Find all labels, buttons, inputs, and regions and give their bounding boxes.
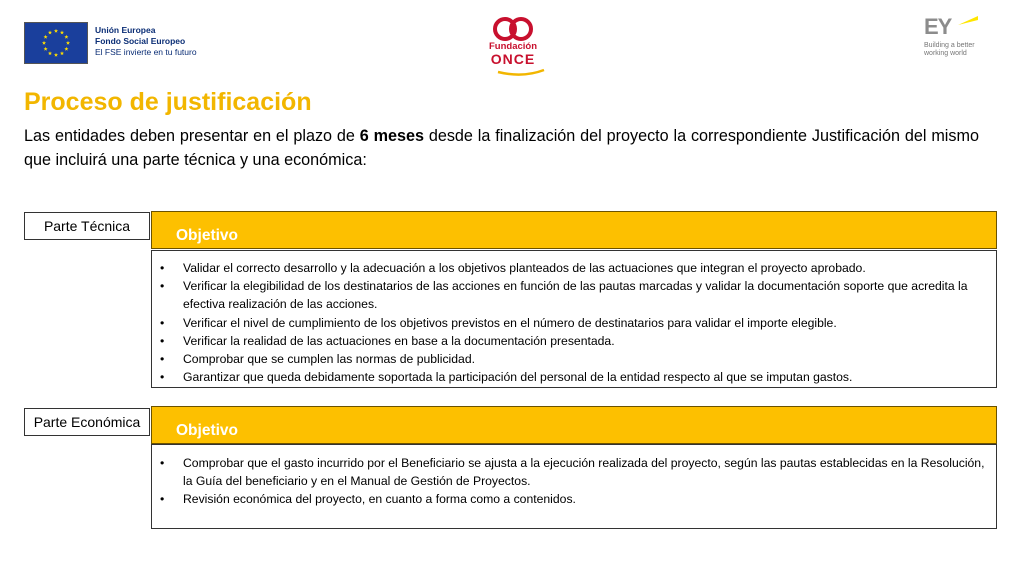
parte-tecnica-objectives-list	[152, 251, 996, 386]
eu-star-icon	[42, 41, 46, 45]
eu-star-icon	[44, 35, 48, 39]
eu-star-icon	[60, 51, 64, 55]
eu-star-icon	[60, 30, 64, 34]
ey-tagline-line1: Building a better	[924, 42, 975, 49]
eu-star-icon	[48, 51, 52, 55]
once-logo-line2: ONCE	[490, 51, 536, 67]
list-item	[152, 490, 996, 508]
list-item-text: Revisión económica del proyecto, en cuanto a forma como a contenidos.	[183, 492, 576, 507]
once-logo-line1: Fundación	[488, 41, 538, 52]
ey-logo	[924, 16, 986, 60]
eu-star-icon	[64, 47, 68, 51]
list-item-text: Comprobar que el gasto incurrido por el Beneficiario se ajusta a la ejecución realizada del proyecto, según las pautas establecidas en la Resolución, la Guía del beneficiario y en el Manual de Gestión de Proyectos.	[183, 456, 985, 489]
fundacion-once-logo	[478, 16, 548, 68]
eu-star-icon	[54, 29, 58, 33]
list-item-text: Verificar la elegibilidad de los destinatarios de las acciones en función de las pautas marcadas y validar la documentación soporte que acredita la efectiva realización de las acciones.	[183, 279, 968, 312]
once-swoosh-icon	[478, 68, 548, 78]
bullet-icon: •	[160, 492, 165, 507]
list-item-text: Garantizar que queda debidamente soportada la participación del personal de la entidad respecto al que se imputan gastos.	[183, 370, 853, 385]
list-item	[152, 259, 996, 277]
eu-star-icon	[48, 30, 52, 34]
list-item-text: Verificar el nivel de cumplimiento de los objetivos previstos en el número de destinatarios para validar el importe elegible.	[183, 315, 837, 330]
ey-tagline-line2: working world	[924, 50, 967, 57]
list-item	[152, 314, 996, 332]
parte-economica-list-box	[151, 444, 997, 529]
bullet-icon: •	[160, 456, 165, 470]
bullet-icon: •	[160, 333, 165, 348]
parte-tecnica-objective-label: Objetivo	[176, 227, 239, 244]
eu-flag-icon	[24, 22, 88, 64]
list-item	[152, 454, 996, 490]
list-item	[152, 277, 996, 313]
page-title: Proceso de justificación	[24, 88, 312, 116]
list-item	[152, 332, 996, 350]
eu-logo-line1: Unión Europea	[95, 25, 156, 35]
eu-logo-line3: El FSE invierte en tu futuro	[95, 47, 197, 57]
eu-star-icon	[64, 35, 68, 39]
eu-logo-text	[95, 25, 197, 58]
intro-paragraph	[24, 124, 979, 172]
bullet-icon: •	[160, 315, 165, 330]
parte-economica-objective-label: Objetivo	[176, 422, 239, 439]
once-rings-icon	[478, 16, 548, 44]
list-item-text: Comprobar que se cumplen las normas de publicidad.	[183, 352, 475, 367]
ey-logo-mark: EY	[924, 14, 952, 39]
intro-deadline: 6 meses	[359, 127, 424, 145]
eu-logo-line2: Fondo Social Europeo	[95, 36, 186, 46]
parte-economica-objective-bar	[151, 406, 997, 444]
list-item	[152, 350, 996, 368]
eu-star-icon	[44, 47, 48, 51]
parte-economica-objectives-list	[152, 445, 996, 509]
bullet-icon: •	[160, 370, 165, 385]
list-item-text: Validar el correcto desarrollo y la adecuación a los objetivos planteados de las actuaciones que integran el proyecto aprobado.	[183, 261, 866, 275]
eu-star-icon	[66, 41, 70, 45]
parte-economica-tag: Parte Económica	[24, 408, 150, 436]
ey-beam-icon	[958, 16, 978, 26]
bullet-icon: •	[160, 261, 165, 275]
parte-tecnica-list-box	[151, 250, 997, 388]
parte-tecnica-tag: Parte Técnica	[24, 212, 150, 240]
intro-text-after: desde la finalización del proyecto la correspondiente Justificación del mismo que incluirá una parte técnica y una económica:	[24, 127, 979, 169]
parte-tecnica-objective-bar	[151, 211, 997, 249]
bullet-icon: •	[160, 279, 165, 294]
eu-fse-logo	[24, 22, 219, 64]
intro-text-before: Las entidades deben presentar en el plazo de	[24, 127, 360, 145]
bullet-icon: •	[160, 352, 165, 367]
list-item	[152, 368, 996, 386]
eu-star-icon	[54, 53, 58, 57]
list-item-text: Verificar la realidad de las actuaciones en base a la documentación presentada.	[183, 333, 615, 348]
